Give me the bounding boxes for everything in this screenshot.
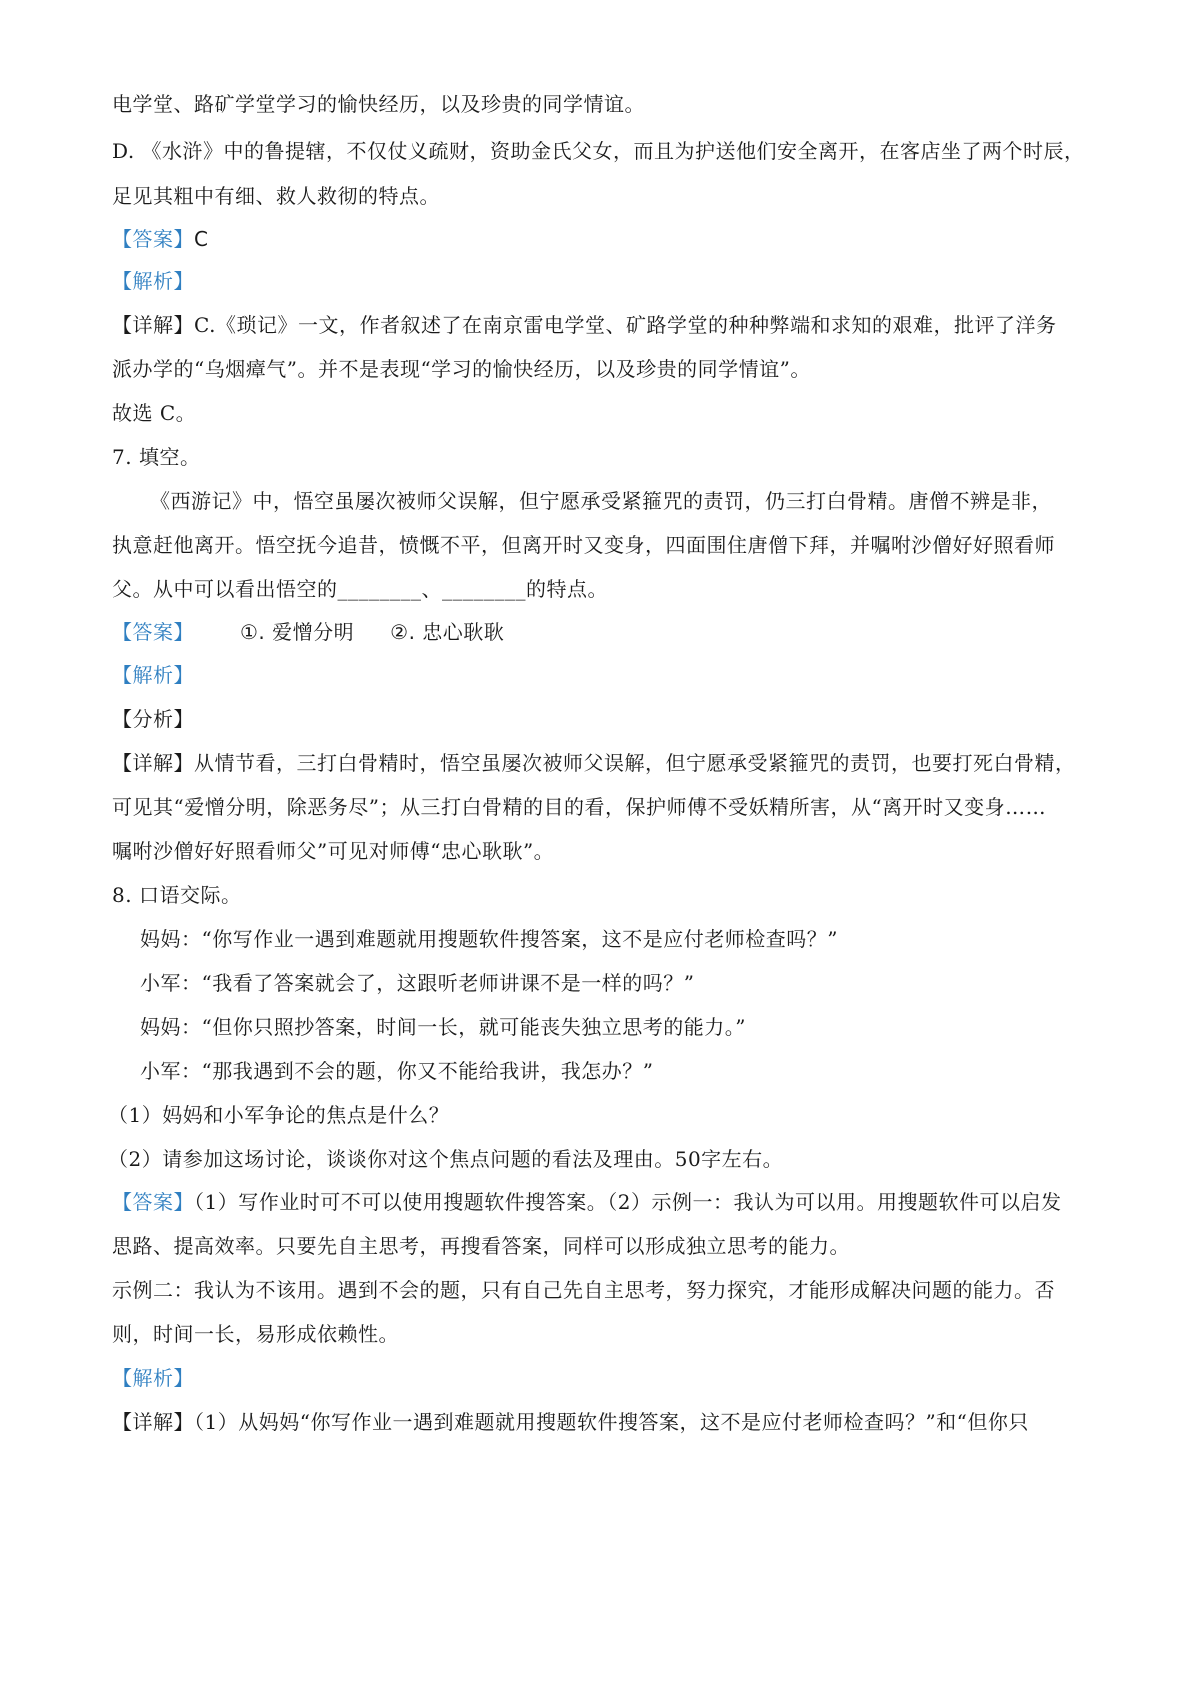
answer-line-q6 [112, 225, 208, 253]
analysis-heading: 【分析】 [112, 707, 194, 731]
sub-question-1: （1）妈妈和小军争论的焦点是什么？ [108, 1103, 450, 1127]
text-line: 电学堂、路矿学堂学习的愉快经历，以及珍贵的同学情谊。 [112, 92, 645, 116]
answer-label: 【答案】 [112, 1190, 194, 1214]
answer-value-1: ①. 爱憎分明 [240, 620, 355, 644]
question-7-title: 7. 填空。 [112, 445, 201, 469]
option-d: D. 《水浒》中的鲁提辖，不仅仗义疏财，资助金氏父女，而且为护送他们安全离开，在客店坐了两个时辰， [112, 139, 1085, 163]
dialogue-line: 妈妈：“但你只照抄答案，时间一长，就可能丧失独立思考的能力。” [140, 1015, 746, 1039]
text-line: 示例二：我认为不该用。遇到不会的题，只有自己先自主思考，努力探究，才能形成解决问题的能力。否 [112, 1278, 1055, 1302]
sub-question-2: （2）请参加这场讨论，谈谈你对这个焦点问题的看法及理由。50字左右。 [108, 1147, 784, 1171]
text-line: 嘱咐沙僧好好照看师父”可见对师傅“忠心耿耿”。 [112, 839, 555, 863]
analysis-label: 【解析】 [112, 269, 194, 293]
conclusion-line: 故选 C。 [112, 401, 197, 425]
answer-value-2: ②. 忠心耿耿 [390, 620, 505, 644]
dialogue-line: 小军：“我看了答案就会了，这跟听老师讲课不是一样的吗？” [140, 971, 695, 995]
answer-label: 【答案】 [112, 227, 194, 251]
detail-line: 【详解】从情节看，三打白骨精时，悟空虽屡次被师父误解，但宁愿承受紧箍咒的责罚，也要打死白骨精， [112, 751, 1076, 775]
analysis-label: 【解析】 [112, 1366, 194, 1390]
answer-label: 【答案】 [112, 620, 194, 644]
text-line: 派办学的“乌烟瘴气”。并不是表现“学习的愉快经历，以及珍贵的同学情谊”。 [112, 357, 811, 381]
dialogue-line: 小军：“那我遇到不会的题，你又不能给我讲，我怎办？” [140, 1059, 654, 1083]
answer-line-q8 [112, 1188, 1061, 1216]
text-line: 思路、提高效率。只要先自主思考，再搜看答案，同样可以形成独立思考的能力。 [112, 1234, 850, 1258]
answer-value: C [194, 227, 209, 251]
text-line: 可见其“爱憎分明，除恶务尽”；从三打白骨精的目的看，保护师傅不受妖精所害，从“离开时又变身…… [112, 795, 1047, 819]
text-line: 足见其粗中有细、救人救彻的特点。 [112, 184, 440, 208]
answer-text: （1）写作业时可不可以使用搜题软件搜答案。（2）示例一：我认为可以用。用搜题软件可以启发 [194, 1190, 1062, 1214]
question-7-passage: 父。从中可以看出悟空的________、________的特点。 [112, 577, 608, 601]
question-7-passage: 《西游记》中，悟空虽屡次被师父误解，但宁愿承受紧箍咒的责罚，仍三打白骨精。唐僧不辨是非， [150, 489, 1052, 513]
question-8-title: 8. 口语交际。 [112, 883, 242, 907]
detail-line: 【详解】C.《琐记》一文，作者叙述了在南京雷电学堂、矿路学堂的种种弊端和求知的艰难，批评了洋务 [112, 313, 1057, 337]
dialogue-line: 妈妈：“你写作业一遇到难题就用搜题软件搜答案，这不是应付老师检查吗？” [140, 927, 838, 951]
question-7-passage: 执意赶他离开。悟空抚今追昔，愤慨不平，但离开时又变身，四面围住唐僧下拜，并嘱咐沙僧好好照看师 [112, 533, 1055, 557]
detail-line: 【详解】（1）从妈妈“你写作业一遇到难题就用搜题软件搜答案，这不是应付老师检查吗？”和“但你只 [112, 1410, 1029, 1434]
text-line: 则，时间一长，易形成依赖性。 [112, 1322, 399, 1346]
answer-line-q7 [112, 618, 504, 646]
analysis-label: 【解析】 [112, 663, 194, 687]
